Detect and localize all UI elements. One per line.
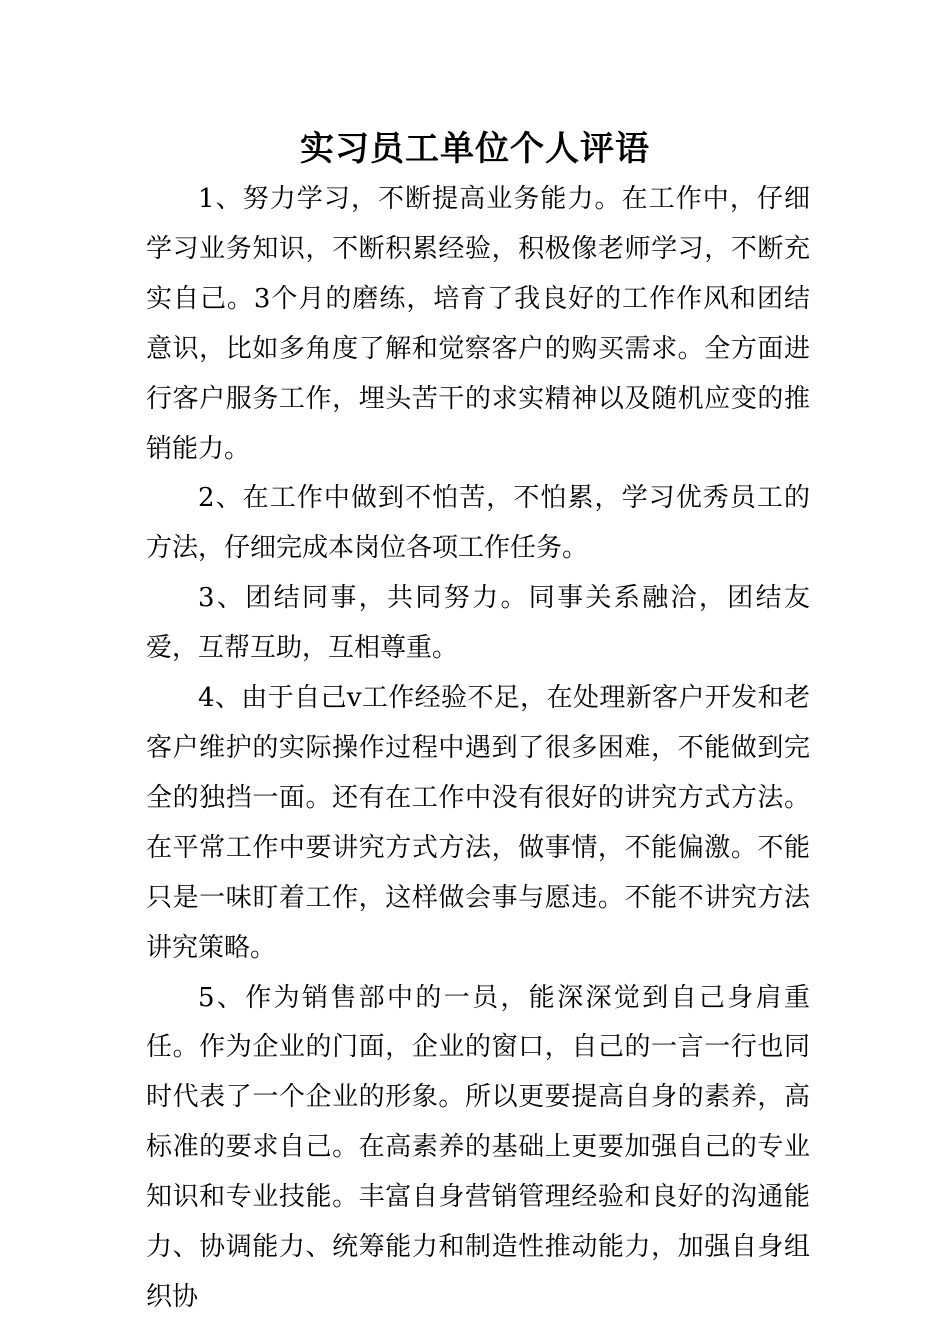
paragraph-4: 4、由于自己v工作经验不足，在处理新客户开发和老客户维护的实际操作过程中遇到了很多困难，不能做到完全的独挡一面。还有在工作中没有很好的讲究方式方法。在平常工作中要讲究方式方法，做事情，不能偏激。不能只是一味盯着工作，这样做会事与愿违。不能不讲究方法讲究策略。 [146, 683, 810, 963]
paragraph-3: 3、团结同事，共同努力。同事关系融洽，团结友爱，互帮互助，互相尊重。 [146, 583, 810, 664]
document-body [146, 175, 810, 1323]
paragraph-2: 2、在工作中做到不怕苦，不怕累，学习优秀员工的方法，仔细完成本岗位各项工作任务。 [146, 483, 810, 564]
paragraph-1: 1、努力学习，不断提高业务能力。在工作中，仔细学习业务知识，不断积累经验，积极像老师学习，不断充实自己。3个月的磨练，培育了我良好的工作作风和团结意识，比如多角度了解和觉察客户的购买需求。全方面进行客户服务工作，埋头苦干的求实精神以及随机应变的推销能力。 [146, 184, 810, 464]
document-title: 实习员工单位个人评语 [300, 129, 650, 169]
paragraph-5: 5、作为销售部中的一员，能深深觉到自己身肩重任。作为企业的门面，企业的窗口，自己的一言一行也同时代表了一个企业的形象。所以更要提高自身的素养，高标准的要求自己。在高素养的基础上更要加强自己的专业知识和专业技能。丰富自身营销管理经验和良好的沟通能力、协调能力、统筹能力和制造性推动能力，加强自身组织协 [146, 982, 810, 1312]
